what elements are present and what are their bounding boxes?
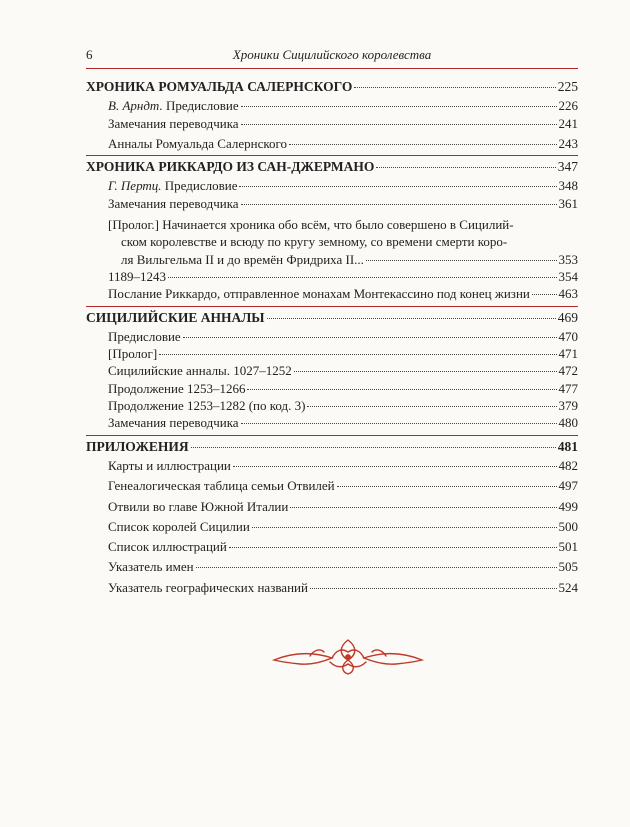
dot-leader [241, 106, 557, 107]
dot-leader [307, 406, 556, 407]
dot-leader [196, 567, 557, 568]
dot-leader [294, 371, 557, 372]
running-head [86, 47, 578, 65]
toc-entry[interactable]: Список королей Сицилии 500 [108, 518, 578, 534]
toc-section-annals [86, 307, 578, 436]
toc-entry[interactable]: Продолжение 1253–1266 477 [108, 380, 578, 396]
dot-leader [233, 466, 557, 467]
dot-leader [241, 124, 557, 125]
dot-leader [183, 337, 557, 338]
entry-author: В. Арндт. [108, 98, 163, 114]
toc-entry[interactable]: Замечания переводчика 361 [108, 195, 578, 211]
toc-section-romuald [86, 76, 578, 156]
entry-author: Г. Пертц. [108, 178, 162, 194]
toc-entry-prologue[interactable]: [Пролог.] Начинается хроника обо всём, что было совершено в Сицилий- ском королевстве и всюду по кругу земному, со времени смерти коро- ля Вильгельма II и до времён Фридриха II... 353 [108, 217, 578, 267]
dot-leader [252, 527, 557, 528]
toc-entry[interactable]: 1189–1243 354 [108, 268, 578, 284]
toc-heading[interactable]: ХРОНИКА РОМУАЛЬДА САЛЕРНСКОГО 225 [86, 79, 578, 94]
dot-leader [241, 423, 557, 424]
running-title: Хроники Сицилийского королевства [232, 47, 432, 62]
toc-entry[interactable]: Продолжение 1253–1282 (по код. 3) 379 [108, 398, 578, 414]
dot-leader [168, 277, 556, 278]
toc-entry[interactable]: Генеалогическая таблица семьи Отвилей 497 [108, 478, 578, 494]
dot-leader [289, 144, 556, 145]
toc-entry[interactable]: Отвили во главе Южной Италии 499 [108, 498, 578, 514]
dot-leader [354, 87, 555, 88]
dot-leader [376, 167, 555, 168]
dot-leader [191, 447, 556, 448]
table-of-contents [86, 76, 578, 599]
toc-heading[interactable]: СИЦИЛИЙСКИЕ АННАЛЫ 469 [86, 309, 578, 325]
header-rule [86, 68, 578, 69]
page-number: 6 [86, 47, 93, 62]
dot-leader [241, 204, 557, 205]
dot-leader [310, 588, 557, 589]
toc-entry[interactable]: Анналы Ромуальда Салернского 243 [108, 135, 578, 151]
toc-entry[interactable]: Г. Пертц. Предисловие 348 [108, 178, 578, 194]
dot-leader [366, 260, 557, 261]
toc-entry[interactable]: Указатель географических названий 524 [108, 579, 578, 595]
toc-entry[interactable]: Предисловие 470 [108, 328, 578, 344]
dot-leader [247, 389, 556, 390]
dot-leader [337, 486, 557, 487]
floral-vignette-icon [270, 636, 426, 676]
toc-entry[interactable]: Послание Риккардо, отправленное монахам Монтекассино под конец жизни 463 [108, 286, 578, 302]
toc-entry[interactable]: В. Арндт. Предисловие 226 [108, 98, 578, 114]
toc-entry[interactable]: Карты и иллюстрации 482 [108, 457, 578, 473]
toc-entry[interactable]: [Пролог] 471 [108, 346, 578, 362]
toc-entry[interactable]: Указатель имен 505 [108, 559, 578, 575]
toc-entry[interactable]: Замечания переводчика 241 [108, 115, 578, 131]
toc-entry[interactable]: Замечания переводчика 480 [108, 415, 578, 431]
dot-leader [229, 547, 557, 548]
toc-entry[interactable]: Список иллюстраций 501 [108, 539, 578, 555]
toc-section-appendices [86, 436, 578, 599]
toc-heading[interactable]: ХРОНИКА РИККАРДО ИЗ САН-ДЖЕРМАНО 347 [86, 159, 578, 175]
dot-leader [239, 186, 556, 187]
toc-heading[interactable]: ПРИЛОЖЕНИЯ 481 [86, 438, 578, 454]
dot-leader [267, 318, 556, 319]
dot-leader [290, 507, 556, 508]
dot-leader [159, 354, 556, 355]
dot-leader [532, 294, 557, 295]
toc-section-riccardo [86, 156, 578, 306]
toc-entry[interactable]: Сицилийские анналы. 1027–1252 472 [108, 363, 578, 379]
